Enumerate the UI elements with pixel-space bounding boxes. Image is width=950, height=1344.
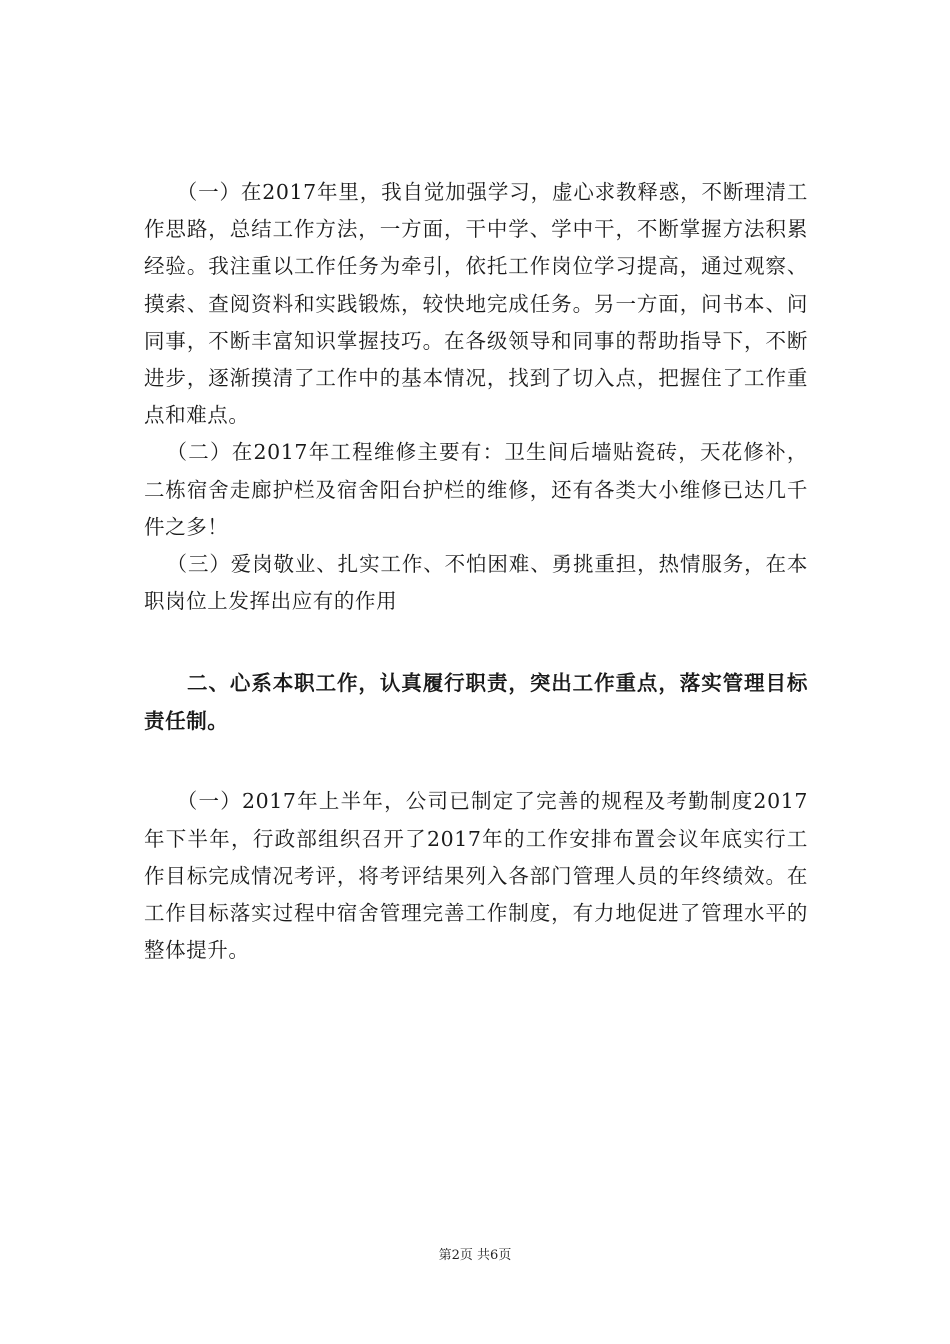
spacer	[144, 740, 808, 783]
paragraph-study: （一）在2017年里，我自觉加强学习，虚心求教释惑，不断理清工作思路，总结工作方法，一方面，干中学、学中干，不断掌握方法积累经验。我注重以工作任务为牵引，依托工作岗位学习提高，通过观察、摸索、查阅资料和实践锻炼，较快地完成任务。另一方面，问书本、问同事，不断丰富知识掌握技巧。在各级领导和同事的帮助指导下，不断进步，逐渐摸清了工作中的基本情况，找到了切入点，把握住了工作重点和难点。	[144, 180, 808, 428]
section-heading-2: 二、心系本职工作，认真履行职责，突出工作重点，落实管理目标责任制。	[144, 671, 808, 733]
paragraph-dedication: （三）爱岗敬业、扎实工作、不怕困难、勇挑重担，热情服务，在本职岗位上发挥出应有的作用	[144, 552, 808, 614]
paragraph-management: （一）2017年上半年，公司已制定了完善的规程及考勤制度2017年下半年，行政部组织召开了2017年的工作安排布置会议年底实行工作目标完成情况考评，将考评结果列入各部门管理人员的年终绩效。在工作目标落实过程中宿舍管理完善工作制度，有力地促进了管理水平的整体提升。	[144, 789, 808, 963]
page-number-footer: 第2页 共6页	[438, 1248, 512, 1263]
document-body	[144, 174, 808, 969]
spacer	[144, 620, 808, 665]
paragraph-maintenance: （二）在2017年工程维修主要有：卫生间后墙贴瓷砖，天花修补，二栋宿舍走廊护栏及宿舍阳台护栏的维修，还有各类大小维修已达几千件之多！	[144, 440, 808, 539]
